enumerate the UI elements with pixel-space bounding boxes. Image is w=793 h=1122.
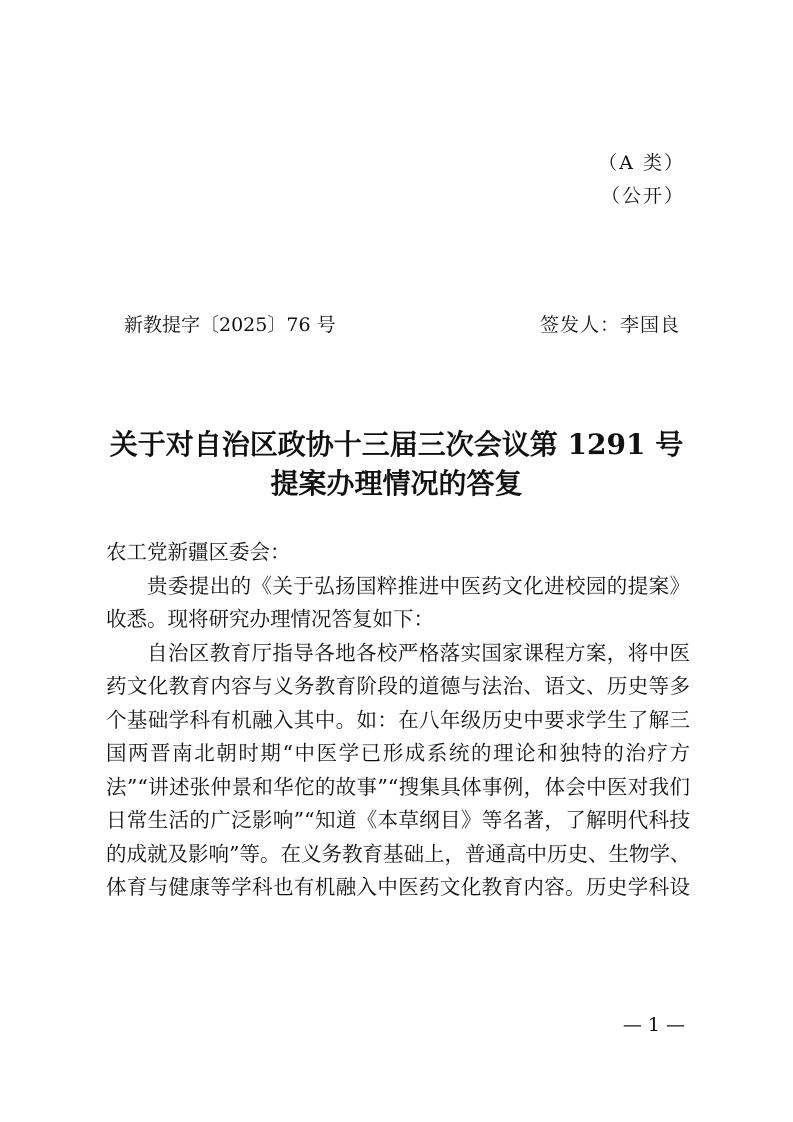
category-mark: （A 类） <box>598 152 685 174</box>
document-title-line-2: 提案办理情况的答复 <box>270 467 523 500</box>
body-line: 个基础学科有机融入其中。如：在八年级历史中要求学生了解三 <box>106 707 690 732</box>
document-number: 新教提字〔2025〕76 号 <box>124 314 336 336</box>
disclosure-mark: （公开） <box>600 185 685 207</box>
body-line: 体育与健康等学科也有机融入中医药文化教育内容。历史学科设 <box>106 875 690 899</box>
body-line: 法”“讲述张仲景和华佗的故事”“搜集具体事例，体会中医对我们 <box>106 774 690 799</box>
body-line: 国两晋南北朝时期“中医学已形成系统的理论和独特的治疗方 <box>106 741 690 765</box>
signer: 签发人：李国良 <box>539 314 680 336</box>
body-line: 药文化教育内容与义务教育阶段的道德与法治、语文、历史等多 <box>106 674 690 698</box>
body-line: 自治区教育厅指导各地各校严格落实国家课程方案，将中医 <box>147 640 690 665</box>
document-title-line-1: 关于对自治区政协十三届三次会议第 1291 号 <box>109 428 684 461</box>
body-line: 收悉。现将研究办理情况答复如下： <box>106 607 434 631</box>
body-line: 贵委提出的《关于弘扬国粹推进中医药文化进校园的提案》 <box>147 573 690 598</box>
page-number: — 1 — <box>622 1014 685 1036</box>
salutation: 农工党新疆区委会： <box>106 540 291 564</box>
document-meta-line <box>124 310 680 336</box>
body-line: 日常生活的广泛影响”“知道《本草纲目》等名著，了解明代科技 <box>106 808 690 832</box>
document-body <box>106 536 690 905</box>
body-line: 的成就及影响”等。在义务教育基础上，普通高中历史、生物学、 <box>106 841 691 866</box>
